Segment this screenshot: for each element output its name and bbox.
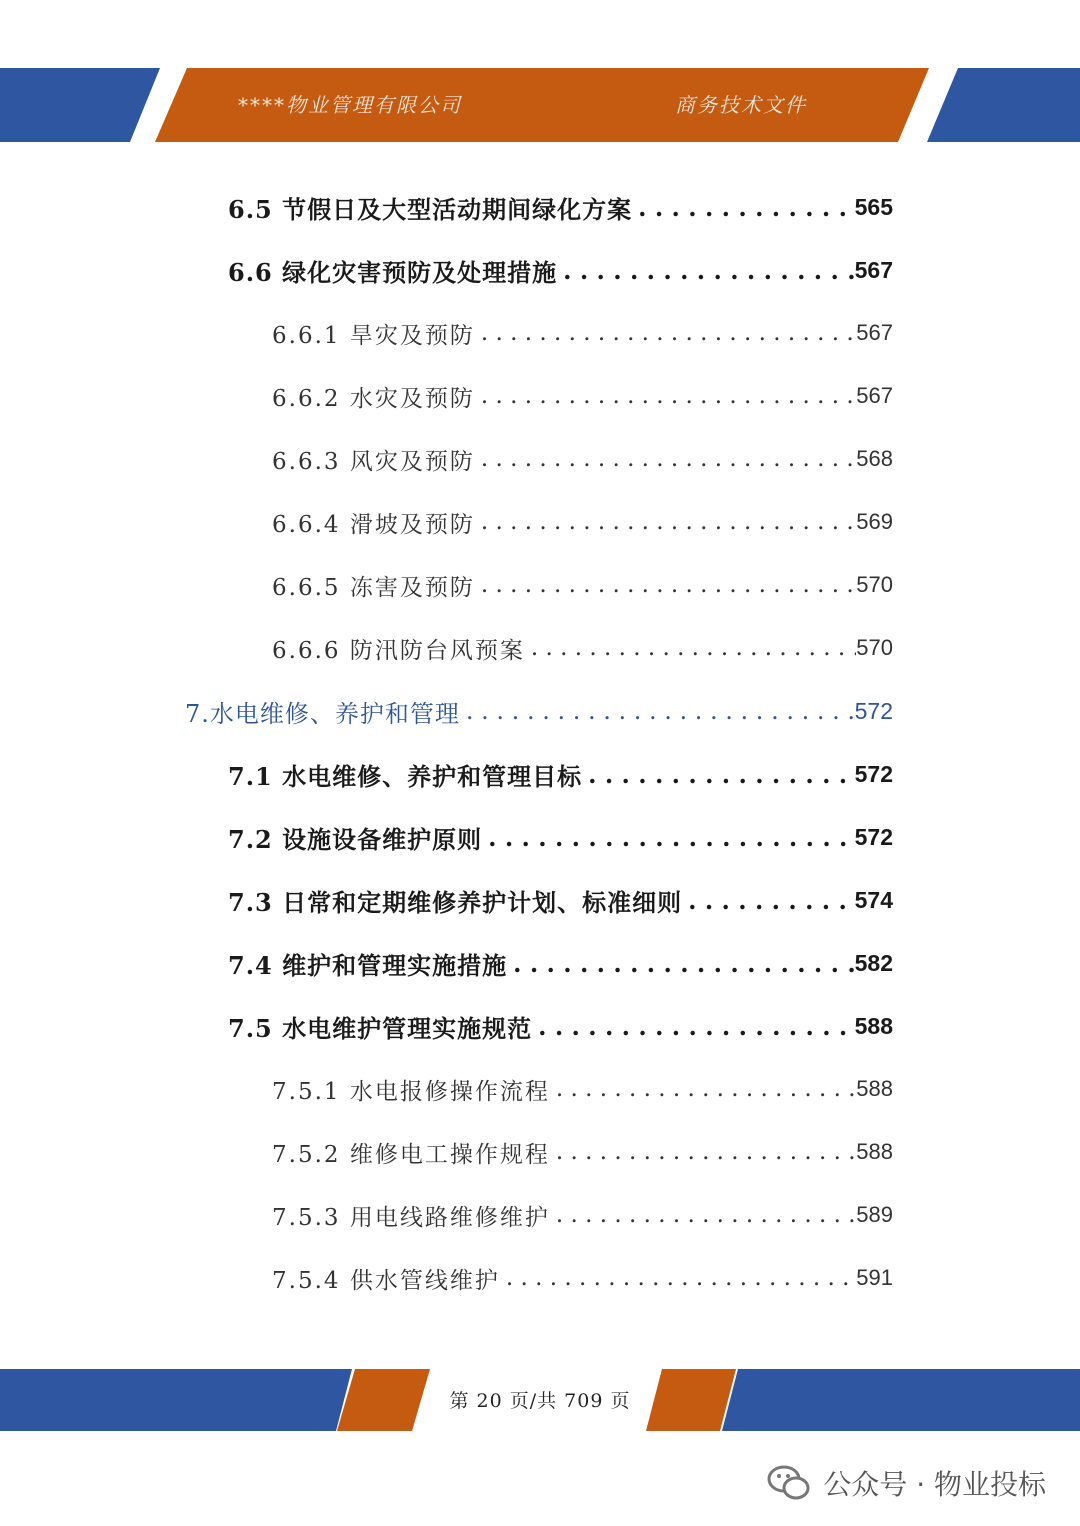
toc-subsection[interactable] bbox=[272, 313, 893, 353]
toc-leader-dots bbox=[682, 886, 855, 915]
toc-title: 6.6.1 旱灾及预防 bbox=[272, 322, 475, 349]
toc-title: 7.5.4 供水管线维护 bbox=[272, 1267, 500, 1294]
toc-section[interactable] bbox=[228, 187, 893, 227]
toc-page-number: 567 bbox=[856, 320, 893, 345]
toc-section[interactable] bbox=[228, 817, 893, 857]
toc-title: 7.水电维修、养护和管理 bbox=[185, 699, 460, 728]
toc-chapter[interactable] bbox=[185, 691, 893, 731]
toc-title: 7.2 设施设备维护原则 bbox=[228, 824, 483, 854]
toc-page-number: 567 bbox=[856, 383, 893, 408]
toc-subsection[interactable] bbox=[272, 1069, 893, 1109]
toc-section[interactable] bbox=[228, 943, 893, 983]
toc-section[interactable] bbox=[228, 754, 893, 794]
toc-title: 6.6.6 防汛防台风预案 bbox=[272, 637, 525, 664]
toc-title: 7.5.1 水电报修操作流程 bbox=[272, 1078, 550, 1105]
header-band bbox=[0, 68, 1080, 142]
toc-subsection[interactable] bbox=[272, 1258, 893, 1298]
toc-title: 6.6.5 冻害及预防 bbox=[272, 574, 475, 601]
toc-leader-dots bbox=[632, 193, 855, 222]
toc-title: 7.5 水电维护管理实施规范 bbox=[228, 1013, 533, 1043]
toc-page-number: 589 bbox=[856, 1202, 893, 1227]
toc-page-number: 588 bbox=[856, 1076, 893, 1101]
toc-page-number: 568 bbox=[856, 446, 893, 471]
company-name: ****物业管理有限公司 bbox=[238, 93, 462, 117]
toc-title: 7.3 日常和定期维修养护计划、标准细则 bbox=[228, 887, 683, 917]
toc-title: 7.5.2 维修电工操作规程 bbox=[272, 1141, 550, 1168]
toc-page-number: 574 bbox=[854, 886, 893, 913]
toc-leader-dots bbox=[460, 697, 855, 725]
toc-leader-dots bbox=[475, 383, 856, 409]
toc-leader-dots bbox=[557, 256, 855, 285]
document-type: 商务技术文件 bbox=[675, 93, 807, 117]
toc-section[interactable] bbox=[228, 1006, 893, 1046]
toc-subsection[interactable] bbox=[272, 1195, 893, 1235]
toc-page-number: 572 bbox=[854, 823, 893, 850]
toc-title: 6.6.3 风灾及预防 bbox=[272, 448, 475, 475]
toc-leader-dots bbox=[507, 949, 855, 978]
toc-subsection[interactable] bbox=[272, 628, 893, 668]
toc-leader-dots bbox=[475, 446, 856, 472]
wechat-icon bbox=[767, 1464, 811, 1502]
toc-page-number: 567 bbox=[854, 256, 893, 283]
toc-page-number: 588 bbox=[856, 1139, 893, 1164]
toc-title: 6.5 节假日及大型活动期间绿化方案 bbox=[228, 194, 633, 224]
header-decoration bbox=[0, 68, 1080, 142]
toc-leader-dots bbox=[475, 320, 856, 346]
watermark-text: 公众号 · 物业投标 bbox=[823, 1468, 1046, 1501]
toc-title: 7.4 维护和管理实施措施 bbox=[228, 950, 508, 980]
toc-title: 6.6 绿化灾害预防及处理措施 bbox=[228, 257, 558, 287]
toc-page-number: 572 bbox=[854, 697, 893, 724]
toc-leader-dots bbox=[550, 1139, 856, 1165]
toc-page-number: 570 bbox=[856, 572, 893, 597]
toc-page-number: 572 bbox=[854, 760, 893, 787]
toc-subsection[interactable] bbox=[272, 502, 893, 542]
toc-leader-dots bbox=[550, 1076, 856, 1102]
toc-leader-dots bbox=[500, 1265, 856, 1291]
toc-page-number: 569 bbox=[856, 509, 893, 534]
toc-leader-dots bbox=[482, 823, 855, 852]
toc-page-number: 591 bbox=[856, 1265, 893, 1290]
toc-title: 7.5.3 用电线路维修维护 bbox=[272, 1204, 550, 1231]
toc-page-number: 565 bbox=[854, 193, 893, 220]
toc-section[interactable] bbox=[228, 250, 893, 290]
toc-leader-dots bbox=[475, 509, 856, 535]
toc-page-number: 570 bbox=[856, 635, 893, 660]
toc-leader-dots bbox=[582, 760, 855, 789]
watermark bbox=[767, 1455, 1046, 1511]
toc-section[interactable] bbox=[228, 880, 893, 920]
page-number: 第 20 页/共 709 页 bbox=[449, 1390, 631, 1412]
toc-title: 6.6.2 水灾及预防 bbox=[272, 385, 475, 412]
toc-page-number: 582 bbox=[854, 949, 893, 976]
toc-leader-dots bbox=[532, 1012, 855, 1041]
toc-subsection[interactable] bbox=[272, 565, 893, 605]
toc-leader-dots bbox=[525, 635, 856, 661]
toc-leader-dots bbox=[475, 572, 856, 598]
toc-title: 7.1 水电维修、养护和管理目标 bbox=[228, 761, 583, 791]
toc-leader-dots bbox=[550, 1202, 856, 1228]
toc-subsection[interactable] bbox=[272, 376, 893, 416]
toc-page-number: 588 bbox=[854, 1012, 893, 1039]
toc-subsection[interactable] bbox=[272, 439, 893, 479]
toc-subsection[interactable] bbox=[272, 1132, 893, 1172]
toc-title: 6.6.4 滑坡及预防 bbox=[272, 511, 475, 538]
